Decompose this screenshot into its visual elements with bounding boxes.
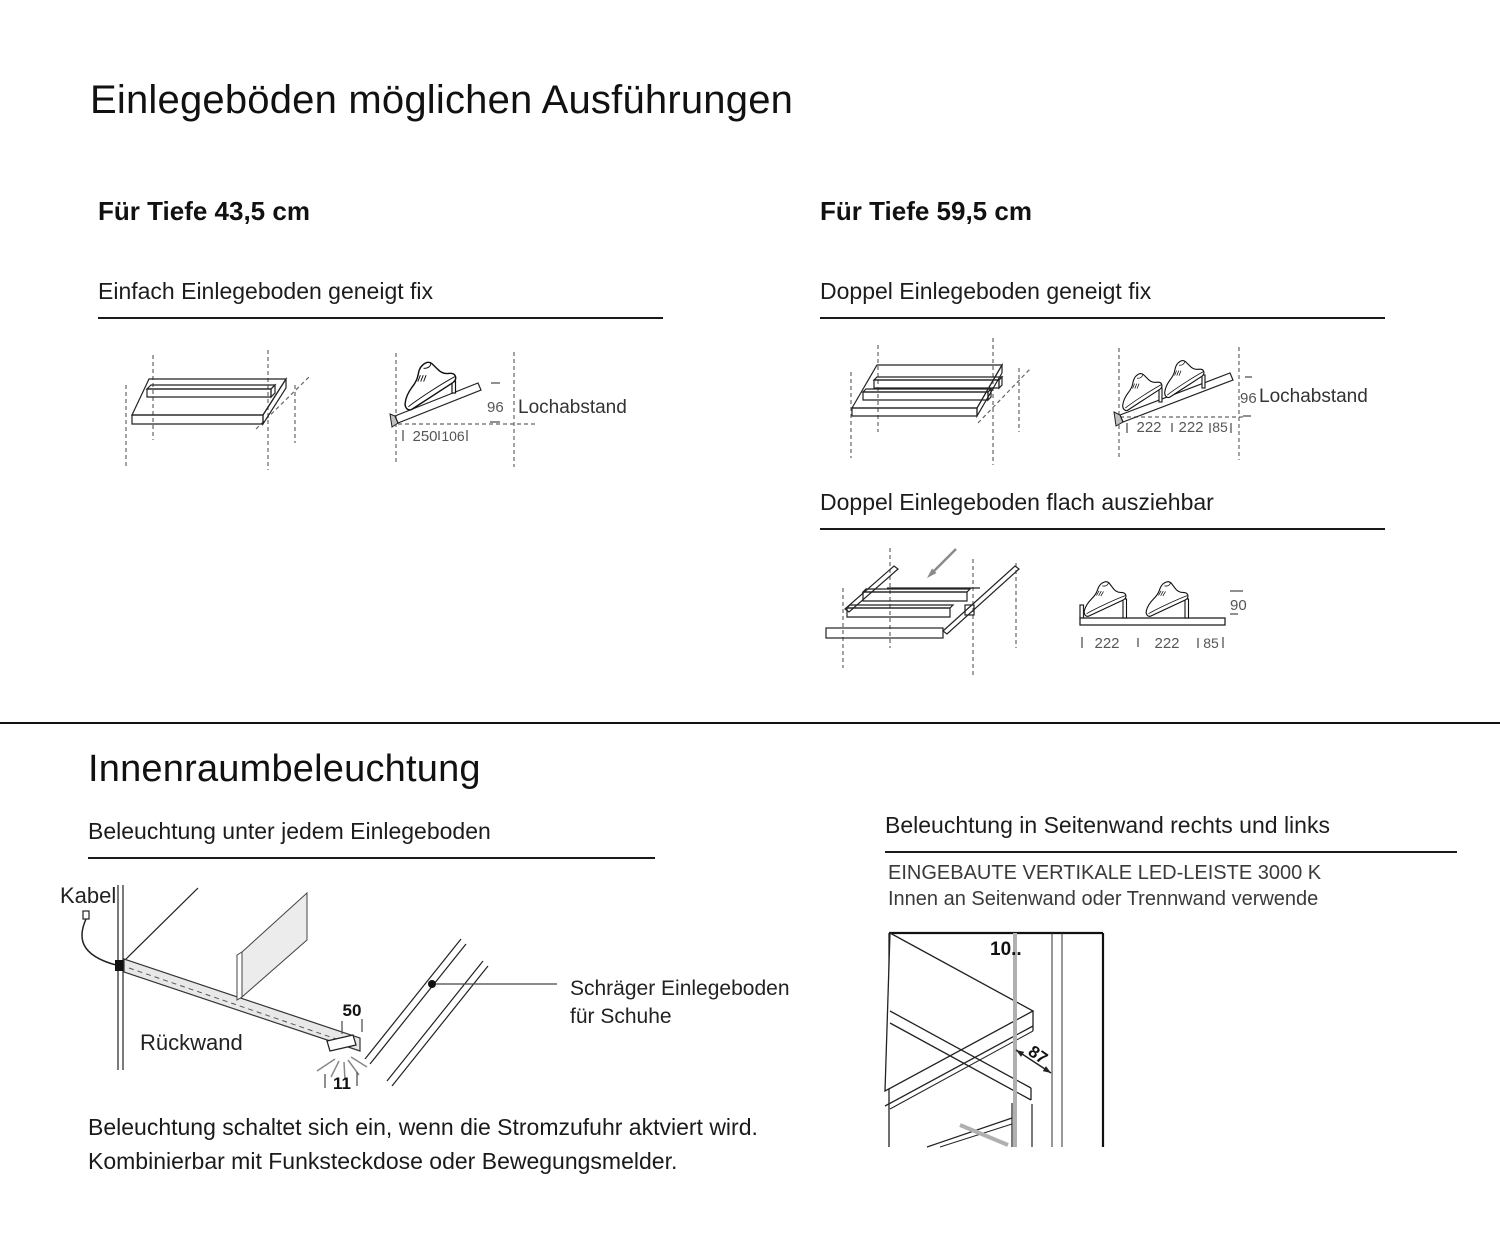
shelf-board: [852, 365, 1002, 416]
variant-heading-double-fixed: Doppel Einlegeboden geneigt fix: [820, 278, 1385, 319]
heel-peg: [1185, 599, 1189, 618]
pull-direction-arrow-icon: [927, 549, 956, 578]
dim-90: 90: [1230, 597, 1247, 614]
variant-heading-single-fixed: Einfach Einlegeboden geneigt fix: [98, 278, 663, 319]
dim-222: 222: [1094, 635, 1120, 652]
lighting-note-line1: Beleuchtung schaltet sich ein, wenn die Stromzufuhr aktviert wird.: [88, 1114, 758, 1140]
dim-10: 10..: [990, 939, 1022, 960]
plug-icon: [83, 911, 89, 919]
lighting-section-title: Innenraumbeleuchtung: [88, 748, 481, 790]
dim-96: 96: [1240, 390, 1257, 407]
lighting-right-heading: Beleuchtung in Seitenwand rechts und links: [885, 812, 1457, 853]
side-wall-led-diagram: [880, 928, 1110, 1150]
backwall-label: Rückwand: [140, 1030, 243, 1055]
heel-rail-front: [863, 389, 991, 400]
leader-dot: [428, 980, 436, 988]
dim-96: 96: [487, 399, 504, 416]
lighting-note-line2: Kombinierbar mit Funksteckdose oder Bewegungsmelder.: [88, 1148, 678, 1174]
flat-shoe-dimension-diagram: [1075, 550, 1310, 665]
dim-250: 250: [412, 428, 438, 445]
pullout-frame-isometric-diagram: [820, 545, 1020, 680]
dim-222: 222: [1136, 419, 1162, 436]
single-shoe-dimension-diagram: [390, 345, 660, 470]
flat-board: [1080, 618, 1225, 625]
depth-heading-right: Für Tiefe 59,5 cm: [820, 196, 1032, 226]
divider-panel: [237, 893, 307, 1000]
double-shoe-incline-dimension-diagram: [1110, 335, 1400, 470]
under-shelf-lighting-diagram: [45, 875, 810, 1105]
led-strip-spec-line2: Innen an Seitenwand oder Trennwand verwende: [888, 888, 1319, 910]
single-shelf-isometric-diagram: [115, 340, 315, 475]
double-shelf-isometric-diagram: [845, 335, 1035, 470]
shoe-icon: [1138, 576, 1189, 617]
dim-85: 85: [1203, 635, 1219, 651]
dim-106: 106: [441, 428, 465, 444]
inclined-shelf-label-line1: Schräger Einlegeboden: [570, 977, 790, 1000]
cable-label: Kabel: [60, 883, 117, 908]
slat-front: [847, 605, 953, 617]
shoe-icon: [1112, 367, 1163, 412]
heel-peg: [1202, 375, 1205, 388]
dim-85: 85: [1212, 419, 1228, 435]
right-rail: [943, 566, 1019, 634]
hole-distance-label: Lochabstand: [1259, 386, 1368, 407]
variant-heading-double-pullout: Doppel Einlegeboden flach ausziehbar: [820, 489, 1385, 530]
shelf-board: [132, 379, 286, 424]
dim-222: 222: [1154, 635, 1180, 652]
power-connector: [115, 960, 124, 971]
slat-back: [863, 589, 970, 601]
hole-distance-label: Lochabstand: [518, 397, 627, 418]
dim-11: 11: [333, 1074, 351, 1093]
heel-peg: [1123, 599, 1127, 618]
section-divider: [0, 722, 1500, 724]
dim-87: 87: [1024, 1041, 1052, 1069]
cable-line: [82, 919, 116, 965]
depth-heading-left: Für Tiefe 43,5 cm: [98, 196, 310, 226]
lighting-note: [88, 1110, 758, 1178]
dim-50: 50: [342, 1001, 362, 1020]
led-strip-spec-line1: EINGEBAUTE VERTIKALE LED-LEISTE 3000 K: [888, 862, 1322, 884]
inclined-shelf-label-line2: für Schuhe: [570, 1005, 672, 1028]
heel-rail-back: [874, 377, 1002, 388]
dim-222: 222: [1178, 419, 1204, 436]
page-title: Einlegeböden möglichen Ausführungen: [90, 78, 794, 122]
inclined-shoe-shelf: [365, 939, 488, 1086]
lighting-left-heading: Beleuchtung unter jedem Einlegeboden: [88, 818, 655, 859]
heel-rail: [147, 385, 275, 397]
